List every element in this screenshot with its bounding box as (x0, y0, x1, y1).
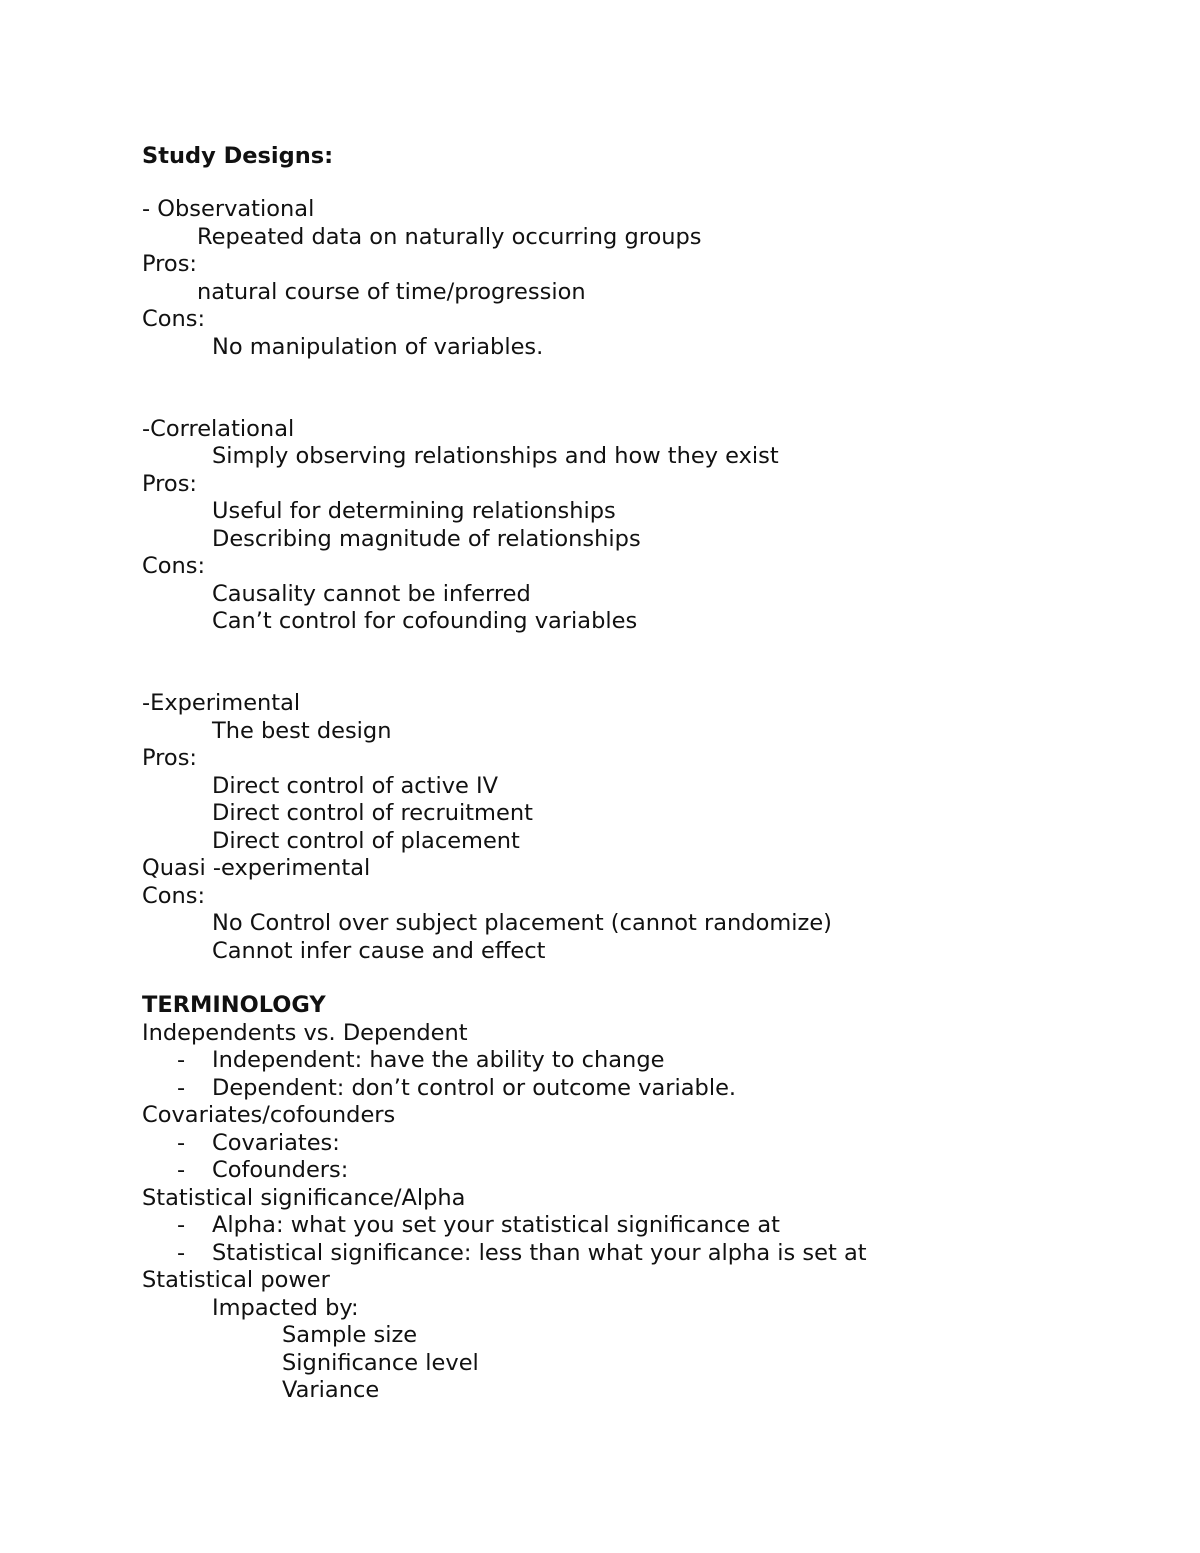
term-impact-item: Variance (282, 1377, 380, 1403)
experimental-pros-label: Pros: (142, 745, 197, 771)
bullet-dash: - (177, 1212, 186, 1238)
experimental-con-item: No Control over subject placement (cannot randomize) (212, 910, 832, 936)
experimental-desc: The best design (212, 718, 392, 744)
correlational-pros-label: Pros: (142, 471, 197, 497)
term-list-item: Statistical significance: less than what your alpha is set at (212, 1240, 867, 1266)
experimental-title: -Experimental (142, 690, 301, 716)
observational-desc: Repeated data on naturally occurring groups (197, 224, 702, 250)
page-heading: Study Designs: (142, 143, 334, 169)
term-impacted-by: Impacted by: (212, 1295, 359, 1321)
term-power: Statistical power (142, 1267, 330, 1293)
quasi-experimental-label: Quasi -experimental (142, 855, 371, 881)
observational-pros-label: Pros: (142, 251, 197, 277)
term-impact-item: Sample size (282, 1322, 418, 1348)
bullet-dash: - (177, 1047, 186, 1073)
observational-pro-item: natural course of time/progression (197, 279, 586, 305)
correlational-cons-label: Cons: (142, 553, 206, 579)
term-ind-dep: Independents vs. Dependent (142, 1020, 468, 1046)
correlational-pro-item: Useful for determining relationships (212, 498, 616, 524)
bullet-dash: - (177, 1157, 186, 1183)
correlational-con-item: Causality cannot be inferred (212, 581, 531, 607)
bullet-dash: - (177, 1240, 186, 1266)
correlational-desc: Simply observing relationships and how they exist (212, 443, 779, 469)
term-list-item: Dependent: don’t control or outcome variable. (212, 1075, 737, 1101)
correlational-title: -Correlational (142, 416, 295, 442)
observational-con-item: No manipulation of variables. (212, 334, 544, 360)
observational-cons-label: Cons: (142, 306, 206, 332)
bullet-dash: - (177, 1130, 186, 1156)
term-impact-item: Significance level (282, 1350, 479, 1376)
term-list-item: Covariates: (212, 1130, 340, 1156)
experimental-cons-label: Cons: (142, 883, 206, 909)
experimental-pro-item: Direct control of placement (212, 828, 520, 854)
experimental-con-item: Cannot infer cause and effect (212, 938, 546, 964)
term-covariates: Covariates/cofounders (142, 1102, 396, 1128)
experimental-pro-item: Direct control of active IV (212, 773, 499, 799)
correlational-pro-item: Describing magnitude of relationships (212, 526, 641, 552)
experimental-pro-item: Direct control of recruitment (212, 800, 533, 826)
term-significance: Statistical significance/Alpha (142, 1185, 466, 1211)
term-list-item: Independent: have the ability to change (212, 1047, 665, 1073)
term-list-item: Cofounders: (212, 1157, 349, 1183)
term-list-item: Alpha: what you set your statistical significance at (212, 1212, 781, 1238)
terminology-heading: TERMINOLOGY (142, 992, 326, 1018)
correlational-con-item: Can’t control for cofounding variables (212, 608, 638, 634)
bullet-dash: - (177, 1075, 186, 1101)
observational-title: - Observational (142, 196, 315, 222)
